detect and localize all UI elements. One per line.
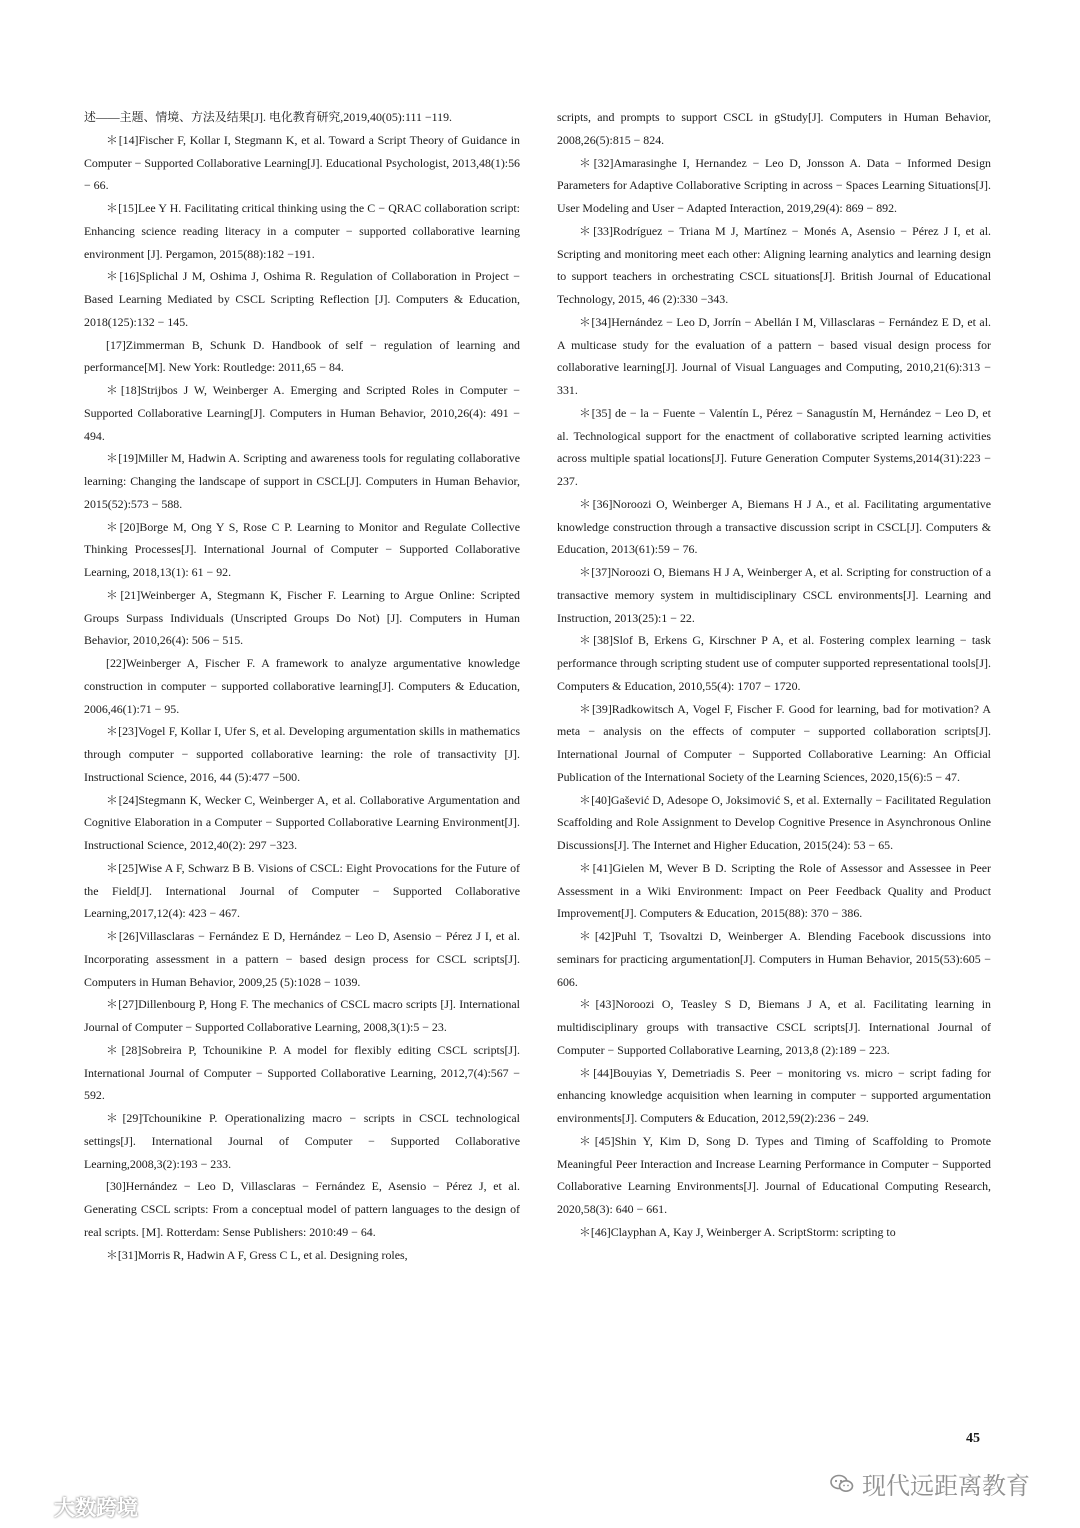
- reference-entry: ＊[15]Lee Y H. Facilitating critical thinking using the C − QRAC collaboration script: Enhancing science reading literacy in a computer − supported collaborative learning environment [J]. Pergamon, 2015(88):182 −191.: [84, 201, 520, 261]
- reference-entry: ＊[29]Tchounikine P. Operationalizing macro − scripts in CSCL technological settings[J]. International Journal of Computer − Supported Collaborative Learning,2008,3(2):193 − 233.: [84, 1111, 520, 1171]
- right-reference-column: [557, 106, 991, 1244]
- reference-entry: ＊[43]Noroozi O, Teasley S D, Biemans J A, et al. Facilitating learning in multidisciplinary groups with transactive CSCL scripts[J]. International Journal of Computer − Supported Collaborative Learning, 2013,8 (2):189 − 223.: [557, 997, 991, 1057]
- reference-entry: ＊[31]Morris R, Hadwin A F, Gress C L, et al. Designing roles,: [106, 1247, 408, 1262]
- reference-entry: ＊[23]Vogel F, Kollar I, Ufer S, et al. Developing argumentation skills in mathematics through computer − supported collaborative learning: the role of transactivity [J]. Instructional Science, 2016, 44 (5):477 −500.: [84, 724, 520, 784]
- left-reference-column: [84, 106, 520, 1266]
- reference-entry: ＊[14]Fischer F, Kollar I, Stegmann K, et al. Toward a Script Theory of Guidance in Computer − Supported Collaborative Learning[J]. Educational Psychologist, 2013,48(1):56 − 66.: [84, 132, 520, 193]
- wechat-icon: [830, 1474, 854, 1494]
- reference-entry: ＊[32]Amarasinghe I, Hernandez − Leo D, Jonsson A. Data − Informed Design Parameters for Adaptive Collaborative Scripting in across − Spaces Learning Situations[J]. User Modeling and User − Adapted Interaction, 2019,29(4): 869 − 892.: [557, 155, 991, 215]
- reference-entry: [22]Weinberger A, Fischer F. A framework to analyze argumentative knowledge construction in computer − supported collaborative learning[J]. Computers & Education, 2006,46(1):71 − 95.: [84, 656, 520, 716]
- reference-entry: ＊[33]Rodríguez − Triana M J, Martínez − Monés A, Asensio − Pérez J I, et al. Scripting and monitoring meet each other: Aligning learning analytics and learning design to support teachers in orchestrating CSCL situations[J]. British Journal of Educational Technology, 2015, 46 (2):330 −343.: [557, 223, 991, 306]
- reference-entry: ＊[46]Clayphan A, Kay J, Weinberger A. ScriptStorm: scripting to: [579, 1224, 896, 1239]
- reference-entry: [17]Zimmerman B, Schunk D. Handbook of self − regulation of learning and performance[M]. New York: Routledge: 2011,65 − 84.: [84, 337, 520, 375]
- wechat-account-name: 现代远距离教育: [862, 1472, 1030, 1500]
- reference-entry: ＊[27]Dillenbourg P, Hong F. The mechanics of CSCL macro scripts [J]. International Journal of Computer − Supported Collaborative Learning, 2008,3(1):5 − 23.: [84, 997, 520, 1034]
- reference-entry: ＊[37]Noroozi O, Biemans H J A, Weinberger A, et al. Scripting for construction of a transactive memory system in multidisciplinary CSCL environments[J]. Learning and Instruction, 2013(25):1 − 22.: [557, 565, 991, 625]
- reference-entry: [30]Hernández − Leo D, Villasclaras − Fernández E, Asensio − Pérez J, et al. Generating CSCL scripts: From a conceptual model of pattern languages to the design of real scripts. [M]. Rotterdam: Sense Publishers: 2010:49 − 64.: [84, 1179, 520, 1239]
- reference-entry: ＊[40]Gašević D, Adesope O, Joksimović S, et al. Externally − Facilitated Regulation Scaffolding and Role Assignment to Develop Cognitive Presence in Asynchronous Online Discussions[J]. The Internet and Higher Education, 2015(24): 53 − 65.: [557, 792, 991, 852]
- reference-entry: ＊[35] de − la − Fuente − Valentín L, Pérez − Sanagustín M, Hernández − Leo D, et al. Technological support for the enactment of collaborative scripted learning activities across multiple spatial locations[J]. Future Generation Computer Systems,2014(31):223 − 237.: [557, 405, 991, 488]
- reference-entry: ＊[19]Miller M, Hadwin A. Scripting and awareness tools for regulating collaborative learning: Changing the landscape of support in CSCL[J]. Computers in Human Behavior, 2015(52):573 − 588.: [84, 451, 520, 511]
- reference-entry: ＊[20]Borge M, Ong Y S, Rose C P. Learning to Monitor and Regulate Collective Thinking Processes[J]. International Journal of Computer − Supported Collaborative Learning, 2018,13(1): 61 − 92.: [84, 519, 520, 579]
- reference-entry: ＊[25]Wise A F, Schwarz B B. Visions of CSCL: Eight Provocations for the Future of the Field[J]. International Journal of Computer − Supported Collaborative Learning,2017,12(4): 423 − 467.: [84, 860, 520, 921]
- reference-entry: ＊[26]Villasclaras − Fernández E D, Hernández − Leo D, Asensio − Pérez J I, et al. Incorporating assessment in a pattern − based design process for CSCL scripts[J]. Computers in Human Behavior, 2009,25 (5):1028 − 1039.: [84, 929, 520, 989]
- reference-entry: 述——主题、情境、方法及结果[J]. 电化教育研究,2019,40(05):111 −119.: [84, 110, 453, 124]
- reference-entry: ＊[38]Slof B, Erkens G, Kirschner P A, et al. Fostering complex learning − task performance through scripting student use of computer supported representational tools[J]. Computers & Education, 2010,55(4): 1707 − 1720.: [557, 633, 991, 693]
- reference-entry: ＊[24]Stegmann K, Wecker C, Weinberger A, et al. Collaborative Argumentation and Cognitive Elaboration in a Computer − Supported Collaborative Learning Environment[J]. Instructional Science, 2012,40(2): 297 −323.: [84, 792, 520, 852]
- page-number: 45: [966, 1431, 980, 1446]
- wechat-watermark: [830, 1466, 1030, 1501]
- reference-entry: ＊[34]Hernández − Leo D, Jorrín − Abellán I M, Villasclaras − Fernández E D, et al. A multicase study for the evaluation of a pattern − based visual design process for collaborative learning[J]. Journal of Visual Languages and Computing, 2010,21(6):313 − 331.: [557, 314, 991, 397]
- reference-entry: ＊[18]Strijbos J W, Weinberger A. Emerging and Scripted Roles in Computer − Supported Collaborative Learning[J]. Computers in Human Behavior, 2010,26(4): 491 − 494.: [84, 383, 520, 443]
- reference-entry: ＊[44]Bouyias Y, Demetriadis S. Peer − monitoring vs. micro − script fading for enhancing knowledge acquisition when learning in computer − supported argumentation environments[J]. Computers & Education, 2012,59(2):236 − 249.: [557, 1065, 991, 1125]
- reference-entry: ＊[21]Weinberger A, Stegmann K, Fischer F. Learning to Argue Online: Scripted Groups Surpass Individuals (Unscripted Groups Do Not) [J]. Computers in Human Behavior, 2010,26(4): 506 − 515.: [84, 587, 520, 648]
- brand-watermark: [6, 1492, 138, 1522]
- brand-logo-icon: [6, 1495, 50, 1519]
- reference-entry: scripts, and prompts to support CSCL in gStudy[J]. Computers in Human Behavior, 2008,26(5):815 − 824.: [557, 110, 991, 147]
- reference-entry: ＊[41]Gielen M, Wever B D. Scripting the Role of Assessor and Assessee in Peer Assessment in a Wiki Environment: Impact on Peer Feedback Quality and Product Improvement[J]. Computers & Education, 2015(88): 370 − 386.: [557, 860, 991, 921]
- brand-watermark-text: 大数跨境: [54, 1496, 138, 1520]
- reference-entry: ＊[42]Puhl T, Tsovaltzi D, Weinberger A. Blending Facebook discussions into seminars for practicing argumentation[J]. Computers in Human Behavior, 2015(53):605 − 606.: [557, 929, 991, 989]
- reference-entry: ＊[39]Radkowitsch A, Vogel F, Fischer F. Good for learning, bad for motivation? A meta − analysis on the effects of computer − supported collaboration scripts[J]. International Journal of Computer − Supported Collaborative Learning: An Official Publication of the International Society of the Learning Sciences, 2020,15(6):5 − 47.: [557, 701, 991, 784]
- reference-entry: ＊[36]Noroozi O, Weinberger A, Biemans H J A., et al. Facilitating argumentative knowledge construction through a transactive discussion script in CSCL[J]. Computers & Education, 2013(61):59 − 76.: [557, 496, 991, 557]
- reference-entry: ＊[45]Shin Y, Kim D, Song D. Types and Timing of Scaffolding to Promote Meaningful Peer Interaction and Increase Learning Performance in Computer − Supported Collaborative Learning Environments[J]. Journal of Educational Computing Research, 2020,58(3): 640 − 661.: [557, 1133, 991, 1216]
- reference-entry: ＊[28]Sobreira P, Tchounikine P. A model for flexibly editing CSCL scripts[J]. International Journal of Computer − Supported Collaborative Learning, 2012,7(4):567 − 592.: [84, 1042, 520, 1103]
- reference-entry: ＊[16]Splichal J M, Oshima J, Oshima R. Regulation of Collaboration in Project − Based Learning Mediated by CSCL Scripting Reflection [J]. Computers & Education, 2018(125):132 − 145.: [84, 269, 520, 329]
